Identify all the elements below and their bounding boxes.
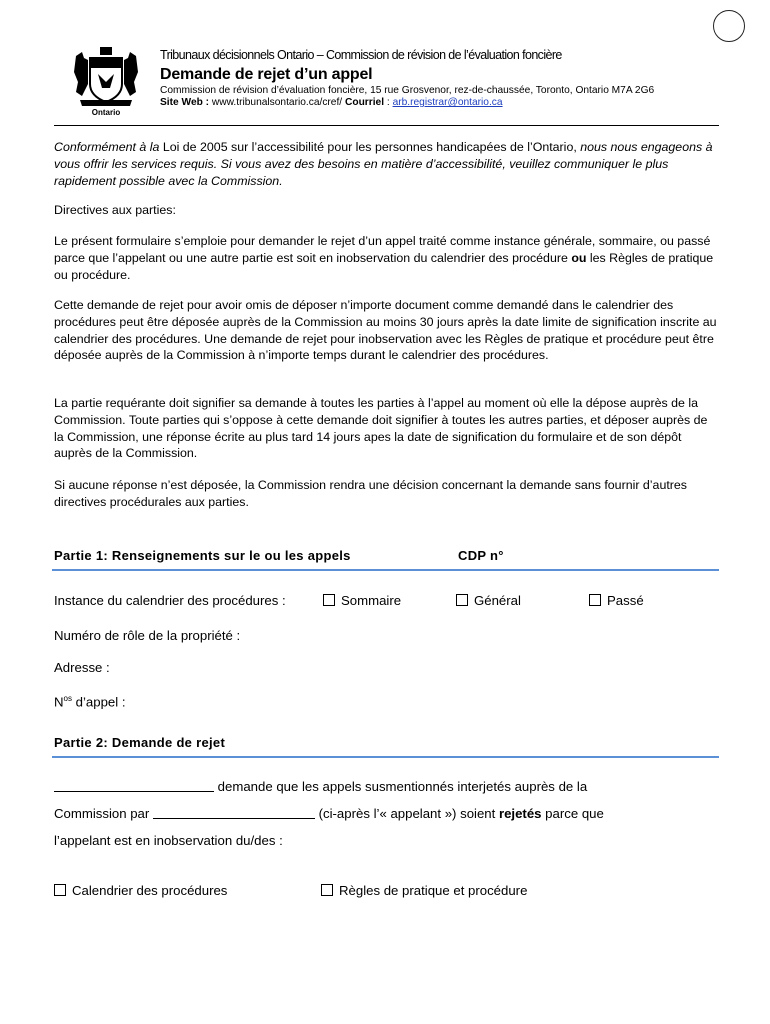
directive-1-text-a: Le présent formulaire s’emploie pour demander le rejet d’un appel traité comme instance générale, sommaire, ou passé parce que l’appelant ou une autre partie est soit en inobservation du calendrier des procédure — [54, 234, 711, 265]
checkbox-general[interactable] — [456, 593, 521, 608]
directive-paragraph-1 — [54, 233, 719, 283]
appellant-text-c: parce que — [545, 806, 604, 821]
appeal-numbers-label — [54, 694, 126, 709]
address-label: Adresse : — [54, 660, 110, 675]
accessibility-statement — [54, 139, 719, 189]
ontario-logo — [70, 44, 142, 122]
appeal-n: N — [54, 694, 64, 710]
checkbox-sommaire[interactable] — [323, 593, 401, 608]
directive-paragraph-4: Si aucune réponse n’est déposée, la Commission rendra une décision concernant la demande sans fournir d’autres directives procédurales aux parties. — [54, 478, 687, 509]
appellant-line — [54, 806, 604, 821]
tribunal-name: Tribunaux décisionnels Ontario – Commission de révision de l’évaluation foncière — [160, 48, 562, 62]
checkbox-regles[interactable] — [321, 883, 527, 898]
rejetes-text: rejetés — [498, 806, 542, 821]
checkbox-box[interactable] — [54, 884, 66, 896]
checkbox-sommaire-label: Sommaire — [341, 593, 402, 608]
accessibility-act-name: Loi de 2005 sur l’accessibilité pour les personnes handicapées de l’Ontario, — [162, 140, 577, 154]
directive-paragraph-3: La partie requérante doit signifier sa demande à toutes les parties à l’appel au moment où elle la dépose auprès de la Commission. Toute parties qui s’oppose à cette demande doit signifier à toutes les autres parties, et déposer auprès de la Commission, une réponse écrite au plus tard 14 jours apes la date de signification du formulaire et de son dépôt auprès de la Commission. — [54, 396, 708, 461]
logo-wordmark: Ontario — [91, 108, 121, 117]
checkbox-box[interactable] — [323, 594, 335, 606]
directive-1-or: ou — [571, 250, 587, 265]
checkbox-calendrier-label: Calendrier des procédures — [72, 883, 228, 898]
email-link[interactable]: arb.registrar@ontario.ca — [392, 97, 503, 108]
contact-line — [160, 97, 503, 108]
commission-address: Commission de révision d’évaluation foncière, 15 rue Grosvenor, rez-de-chaussée, Toronto, Ontario M7A 2G6 — [160, 85, 655, 96]
accessibility-text-a: Conformément à la — [54, 140, 163, 154]
part2-divider — [52, 756, 719, 758]
directive-1-text-c: les Règles de pratique ou procédure. — [54, 250, 714, 282]
email-separator: : — [384, 97, 390, 108]
appellant-text-b: (ci-après l’« appelant ») soient — [318, 806, 496, 821]
checkbox-passe[interactable] — [589, 593, 644, 608]
page-circle-button[interactable] — [713, 10, 745, 42]
website-label: Site Web : — [160, 97, 210, 108]
checkbox-regles-label: Règles de pratique et procédure — [339, 883, 528, 898]
checkbox-calendrier[interactable] — [54, 883, 227, 898]
appeal-os: os — [63, 694, 72, 703]
cdp-number-label: CDP n° — [458, 548, 504, 563]
requesting-party-field[interactable] — [54, 779, 214, 792]
form-title: Demande de rejet d’un appel — [160, 66, 373, 83]
checkbox-passe-label: Passé — [607, 593, 644, 608]
website-text: www.tribunalsontario.ca/cref/ — [211, 97, 343, 108]
checkbox-box[interactable] — [456, 594, 468, 606]
email-label: Courriel — [344, 97, 385, 108]
requesting-party-line — [54, 779, 587, 794]
checkbox-box[interactable] — [321, 884, 333, 896]
inobservation-text: l’appelant est en inobservation du/des : — [54, 833, 283, 848]
directives-heading: Directives aux parties: — [54, 203, 176, 217]
directive-paragraph-2: Cette demande de rejet pour avoir omis de déposer n’importe document comme demandé dans le calendrier des procédures peut être déposée auprès de la Commission au moins 30 jours après la date limite de signification inscrite au calendrier des procédures. Une demande de rejet pour inobservation avec les Règles de pratique et procédure peut être déposée auprès de la Commission à n’importe temps durant le calendrier des procédures. — [54, 298, 717, 363]
commission-par-text: Commission par — [54, 806, 150, 821]
property-roll-number-label: Numéro de rôle de la propriété : — [54, 628, 241, 643]
part2-title: Partie 2: Demande de rejet — [54, 735, 226, 750]
header-divider — [54, 125, 719, 126]
checkbox-general-label: Général — [474, 593, 521, 608]
instance-label: Instance du calendrier des procédures : — [54, 593, 286, 608]
appeal-rest: d’appel : — [71, 694, 126, 710]
appellant-name-field[interactable] — [153, 806, 315, 819]
request-text: demande que les appels susmentionnés interjetés auprès de la — [217, 779, 588, 794]
checkbox-box[interactable] — [589, 594, 601, 606]
part1-title: Partie 1: Renseignements sur le ou les appels — [54, 548, 351, 563]
accessibility-text-c: nous nous engageons à vous offrir les services requis. Si vous avez des besoins en matière d’accessibilité, veuillez communiquer le plus rapidement possible avec la Commission. — [54, 140, 713, 188]
part1-divider — [52, 569, 719, 571]
